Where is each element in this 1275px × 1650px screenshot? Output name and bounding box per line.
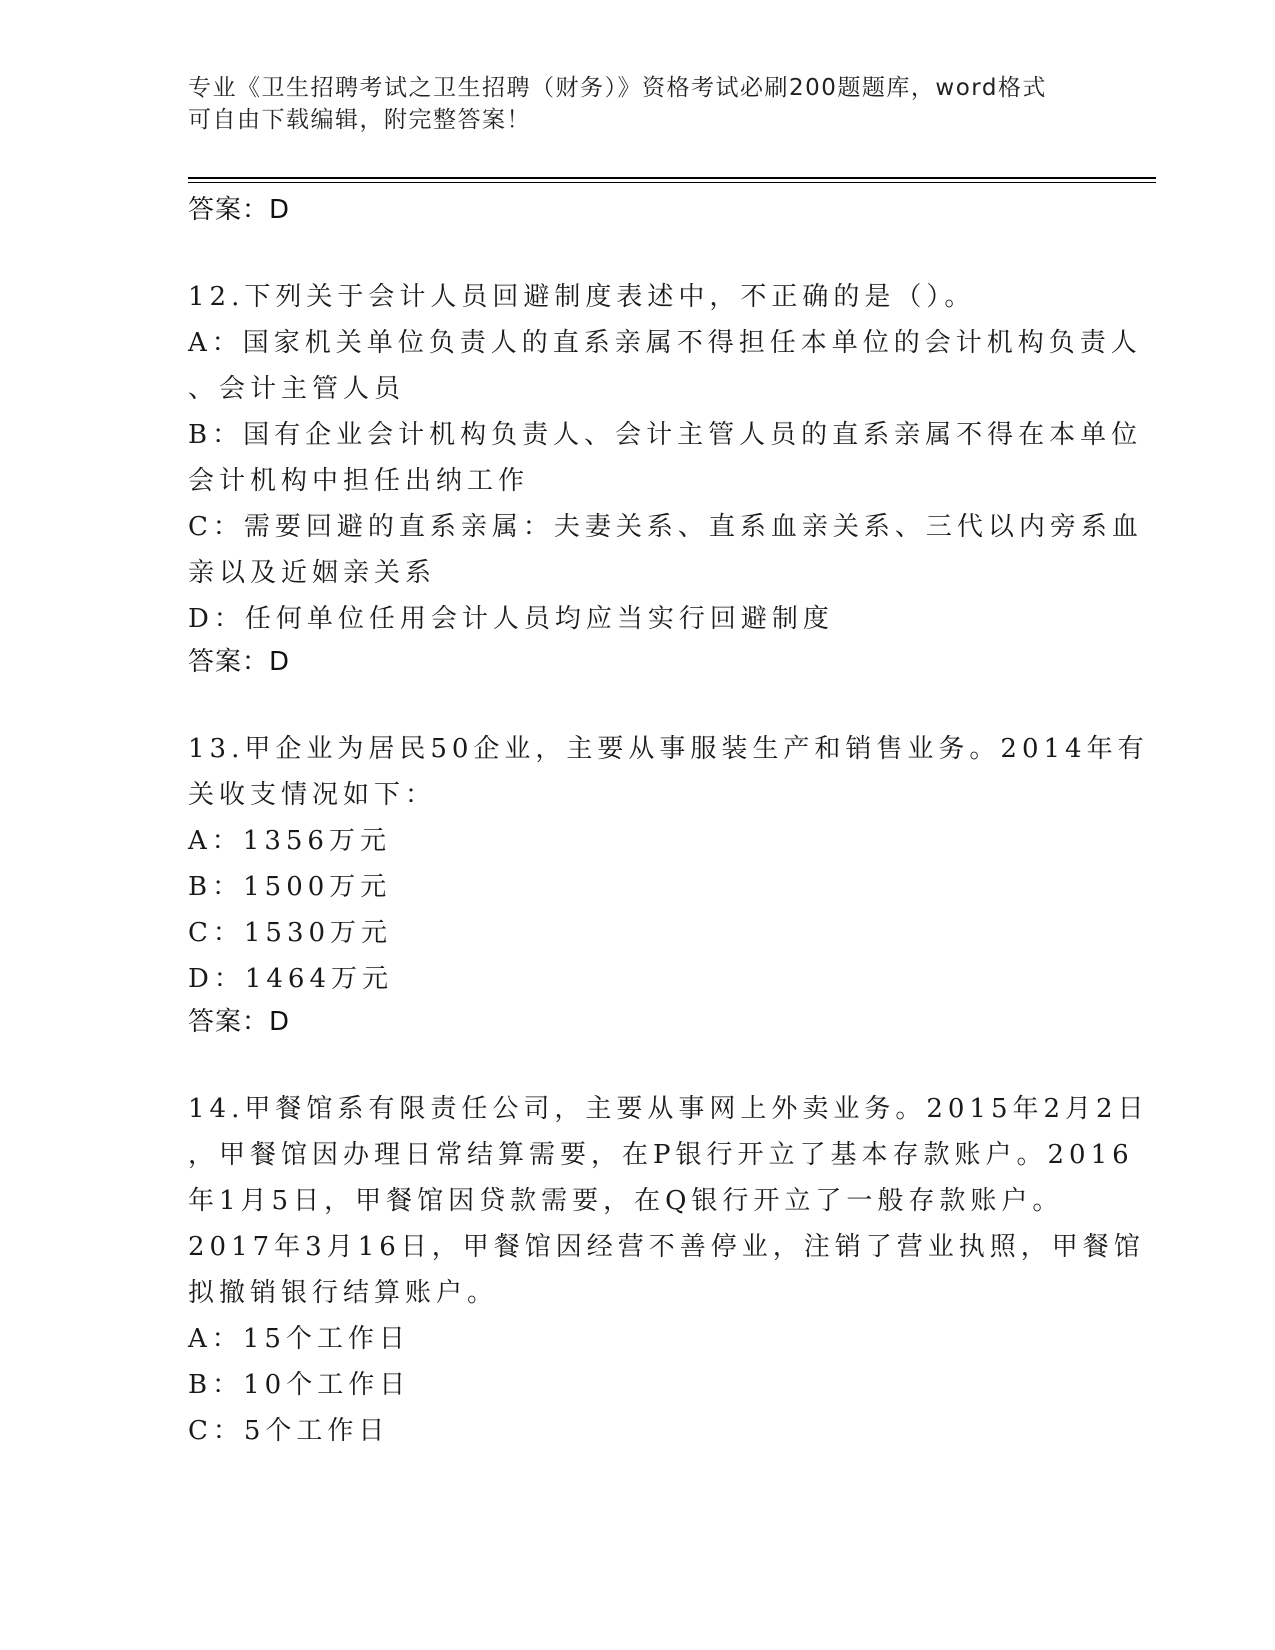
question-stem-continued: 关收支情况如下： — [188, 780, 437, 810]
question-stem: 14.甲餐馆系有限责任公司，主要从事网上外卖业务。2015年2月2日 — [188, 1094, 1149, 1124]
answer: 答案：D — [188, 1007, 291, 1037]
document-body — [188, 190, 1149, 1454]
header-line-1: 专业《卫生招聘考试之卫生招聘（财务）》资格考试必刷200题题库，word格式 — [188, 75, 1047, 101]
question-stem: 12.下列关于会计人员回避制度表述中，不正确的是（）。 — [188, 282, 976, 312]
option-b: B：国有企业会计机构负责人、会计主管人员的直系亲属不得在本单位 — [188, 420, 1143, 450]
question-stem-continued: ，甲餐馆因办理日常结算需要，在P银行开立了基本存款账户。2016 — [188, 1140, 1134, 1170]
page-header — [188, 72, 1088, 136]
question-14 — [188, 1086, 1149, 1454]
previous-answer: 答案：D — [188, 195, 291, 225]
option-c: C：需要回避的直系亲属：夫妻关系、直系血亲关系、三代以内旁系血 — [188, 512, 1143, 542]
option-b: B：1500万元 — [188, 872, 392, 902]
header-divider-thick — [188, 177, 1156, 179]
header-line-2: 可自由下载编辑，附完整答案！ — [188, 107, 531, 133]
question-12 — [188, 274, 1143, 682]
question-stem-continued: 年1月5日，甲餐馆因贷款需要，在Q银行开立了一般存款账户。 — [188, 1186, 1064, 1216]
question-stem: 13.甲企业为居民50企业，主要从事服装生产和销售业务。2014年有 — [188, 734, 1149, 764]
question-stem-continued: 2017年3月16日，甲餐馆因经营不善停业，注销了营业执照，甲餐馆 — [188, 1232, 1145, 1262]
header-divider-thin — [188, 182, 1156, 183]
question-stem-continued: 拟撤销银行结算账户。 — [188, 1278, 499, 1308]
option-a: A：国家机关单位负责人的直系亲属不得担任本单位的会计机构负责人 — [188, 328, 1142, 358]
option-a: A：1356万元 — [188, 826, 391, 856]
option-d: D：任何单位任用会计人员均应当实行回避制度 — [188, 604, 834, 634]
option-d: D：1464万元 — [188, 964, 394, 994]
option-c: C：5个工作日 — [188, 1416, 390, 1446]
option-b: B：10个工作日 — [188, 1370, 411, 1400]
answer: 答案：D — [188, 647, 291, 677]
option-a: A：15个工作日 — [188, 1324, 410, 1354]
option-c-continued: 亲以及近姻亲关系 — [188, 558, 437, 588]
option-a-continued: 、会计主管人员 — [188, 374, 406, 404]
question-13 — [188, 726, 1149, 1042]
option-b-continued: 会计机构中担任出纳工作 — [188, 466, 530, 496]
option-c: C：1530万元 — [188, 918, 393, 948]
